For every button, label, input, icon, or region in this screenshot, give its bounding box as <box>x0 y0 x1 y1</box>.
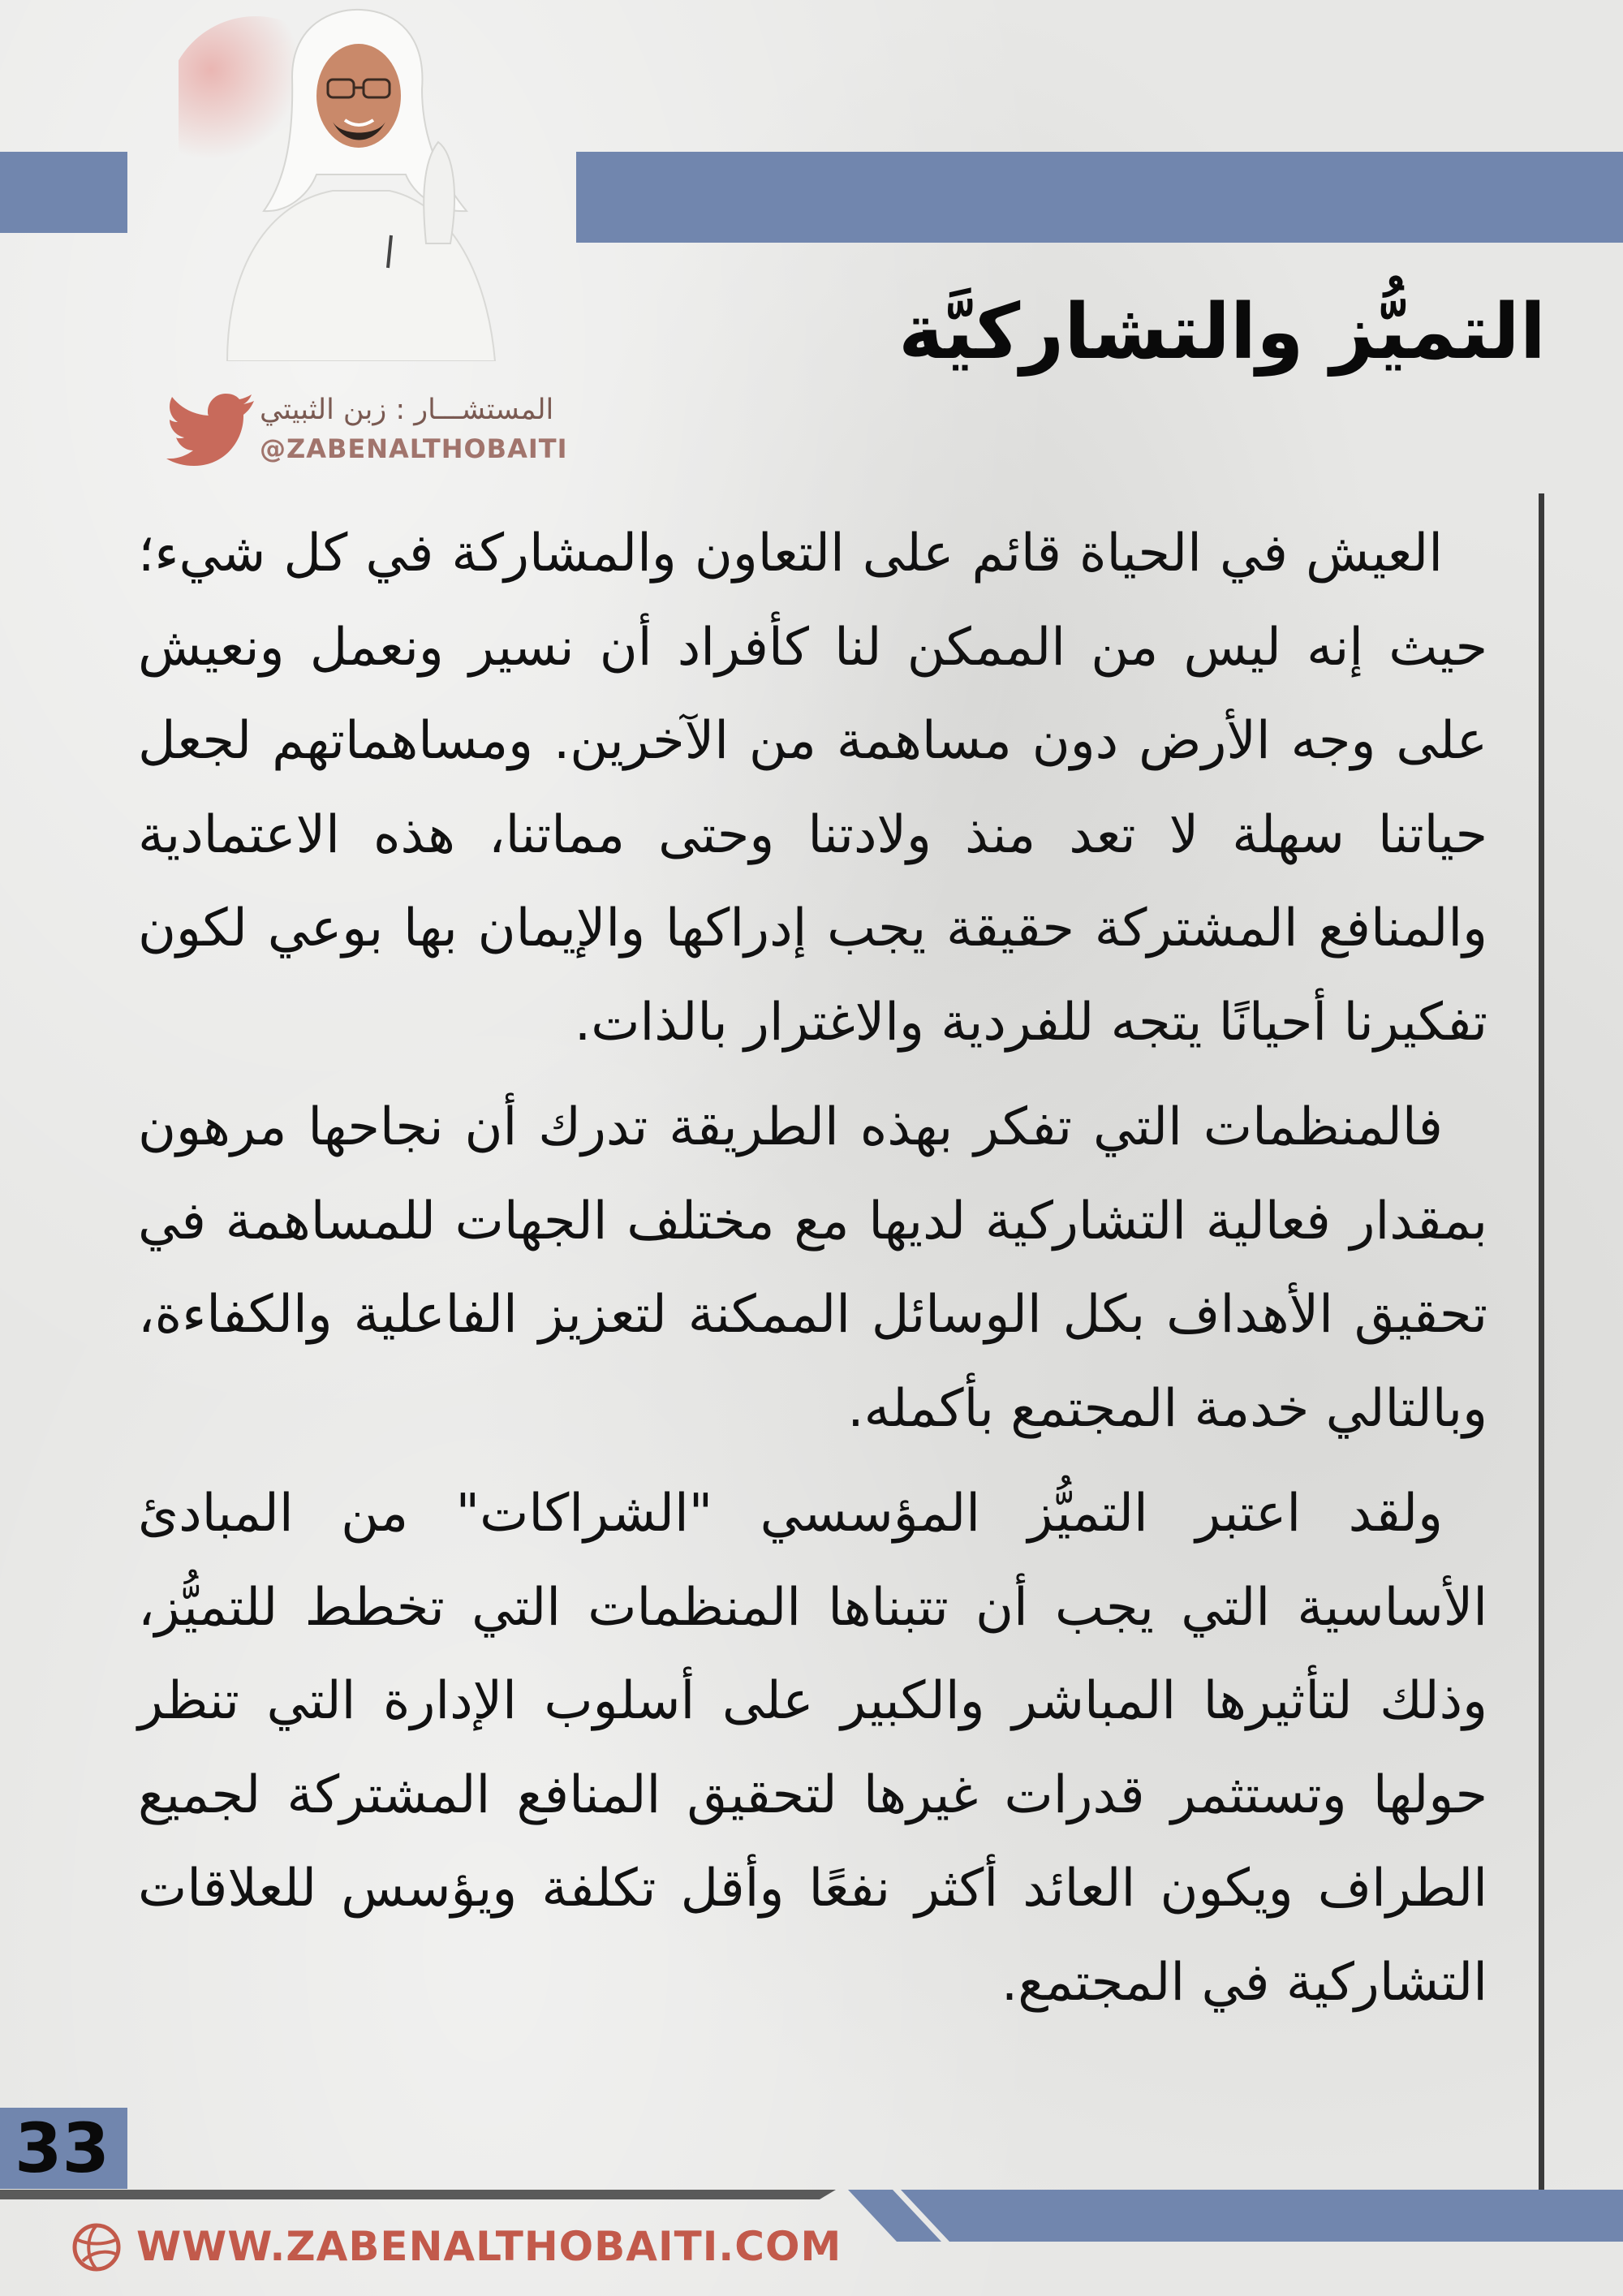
header-accent-band-right <box>576 152 1623 243</box>
author-portrait <box>179 0 519 361</box>
article-paragraph: العيش في الحياة قائم على التعاون والمشاركة في كل شيء؛ حيث إنه ليس من الممكن لنا كأفراد أن نسير ونعمل ونعيش على وجه الأرض دون مساهمة من الآخرين. ومساهماتهم لجعل حياتنا سهلة لا تعد منذ ولادتنا وحتى مماتنا، هذه الاعتمادية والمنافع المشتركة حقيقة يجب إدراكها والإيمان بها بوعي لكون تفكيرنا أحيانًا يتجه للفردية والاغترار بالذات. <box>138 523 1487 1053</box>
globe-icon <box>71 2222 122 2272</box>
page-number: 33 <box>15 2109 110 2188</box>
article-paragraph: ولقد اعتبر التميُّز المؤسسي "الشراكات" من المبادئ الأساسية التي يجب أن تتبناها المنظمات التي تخطط للتميُّز، وذلك لتأثيرها المباشر والكبير على أسلوب الإدارة التي تنظر حولها وتستثمر قدرات غيرها لتحقيق المنافع المشتركة لجميع الطراف ويكون العائد أكثر نفعًا وأقل تكلفة ويؤسس للعلاقات التشاركية في المجتمع. <box>138 1484 1487 2013</box>
article-paragraph: فالمنظمات التي تفكر بهذه الطريقة تدرك أن نجاحها مرهون بمقدار فعالية التشاركية لديها مع مختلف الجهات للمساهمة في تحقيق الأهداف بكل الوسائل الممكنة لتعزيز الفاعلية والكفاءة، وبالتالي خدمة المجتمع بأكمله. <box>138 1097 1487 1439</box>
author-name: المستشـــار : زبن الثبيتي <box>260 394 554 426</box>
author-twitter-handle[interactable]: @ZABENALTHOBAITI <box>260 433 568 464</box>
header-accent-band-left <box>0 152 127 233</box>
twitter-bird-icon[interactable] <box>166 393 256 466</box>
page-title: التميُّز والتشاركيَّة <box>898 288 1546 377</box>
article-body <box>138 507 1487 2041</box>
vertical-divider <box>1539 493 1544 2190</box>
website-link[interactable]: WWW.ZABENALTHOBAITI.COM <box>136 2223 842 2270</box>
